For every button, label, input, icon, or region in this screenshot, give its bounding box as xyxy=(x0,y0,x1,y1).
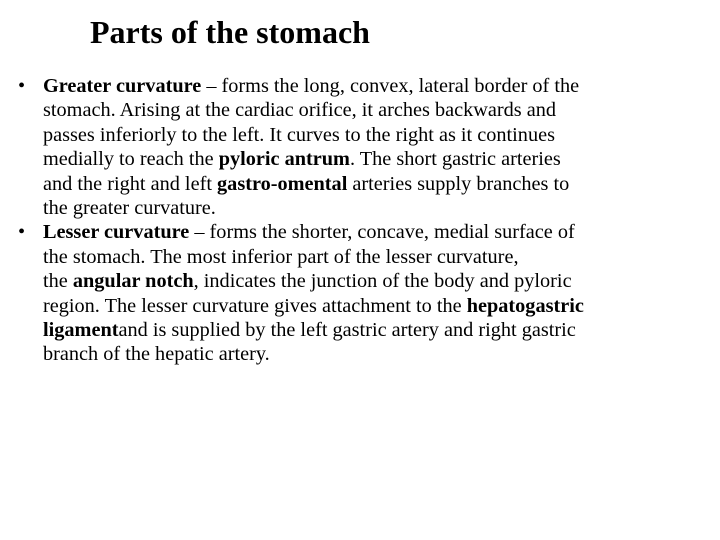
text-line xyxy=(43,269,718,293)
bullet-dot-icon: • xyxy=(18,75,26,97)
bold-term: pyloric antrum xyxy=(218,148,350,171)
text-segment: region. The lesser curvature gives attachment to the xyxy=(43,294,467,317)
bold-term: hepatogastric xyxy=(466,294,584,317)
text-line xyxy=(43,294,718,318)
text-line xyxy=(43,74,718,98)
text-segment: , indicates the junction of the body and pyloric xyxy=(193,270,572,293)
text-segment: . The short gastric arteries xyxy=(349,148,561,171)
text-line xyxy=(43,220,718,244)
text-segment: – forms the shorter, concave, medial surface of xyxy=(189,221,575,244)
text-segment: the xyxy=(43,270,73,293)
text-segment: the greater curvature. xyxy=(43,197,216,220)
text-line xyxy=(43,172,718,196)
text-segment: and is supplied by the left gastric artery and right gastric xyxy=(118,319,576,342)
bold-term: Lesser curvature xyxy=(43,221,190,244)
bold-term: Greater curvature xyxy=(43,75,202,97)
text-segment: – forms the long, convex, lateral border of the xyxy=(201,75,580,97)
text-line xyxy=(43,98,718,122)
text-segment: passes inferiorly to the left. It curves to the right as it continues xyxy=(43,123,555,146)
text-line xyxy=(43,123,718,147)
bold-term: gastro-omental xyxy=(217,172,348,195)
bullet-item xyxy=(18,220,718,366)
text-segment: the stomach. The most inferior part of the lesser curvature, xyxy=(43,245,519,268)
bold-term: ligament xyxy=(43,319,119,342)
text-segment: and the right and left xyxy=(43,172,218,195)
text-segment: arteries supply branches to xyxy=(347,172,570,195)
text-line xyxy=(43,245,718,269)
text-line xyxy=(43,318,718,342)
text-segment: branch of the hepatic artery. xyxy=(43,343,270,366)
bold-term: angular notch xyxy=(72,270,194,293)
text-line xyxy=(43,147,718,171)
slide-title: Parts of the stomach xyxy=(90,14,370,50)
text-line xyxy=(43,196,718,220)
text-line xyxy=(43,342,718,366)
bullet-dot-icon: • xyxy=(18,221,26,244)
text-segment: stomach. Arising at the cardiac orifice, it arches backwards and xyxy=(43,99,557,122)
text-segment: medially to reach the xyxy=(43,148,219,171)
bullet-list xyxy=(18,74,718,367)
bullet-item xyxy=(18,74,718,220)
